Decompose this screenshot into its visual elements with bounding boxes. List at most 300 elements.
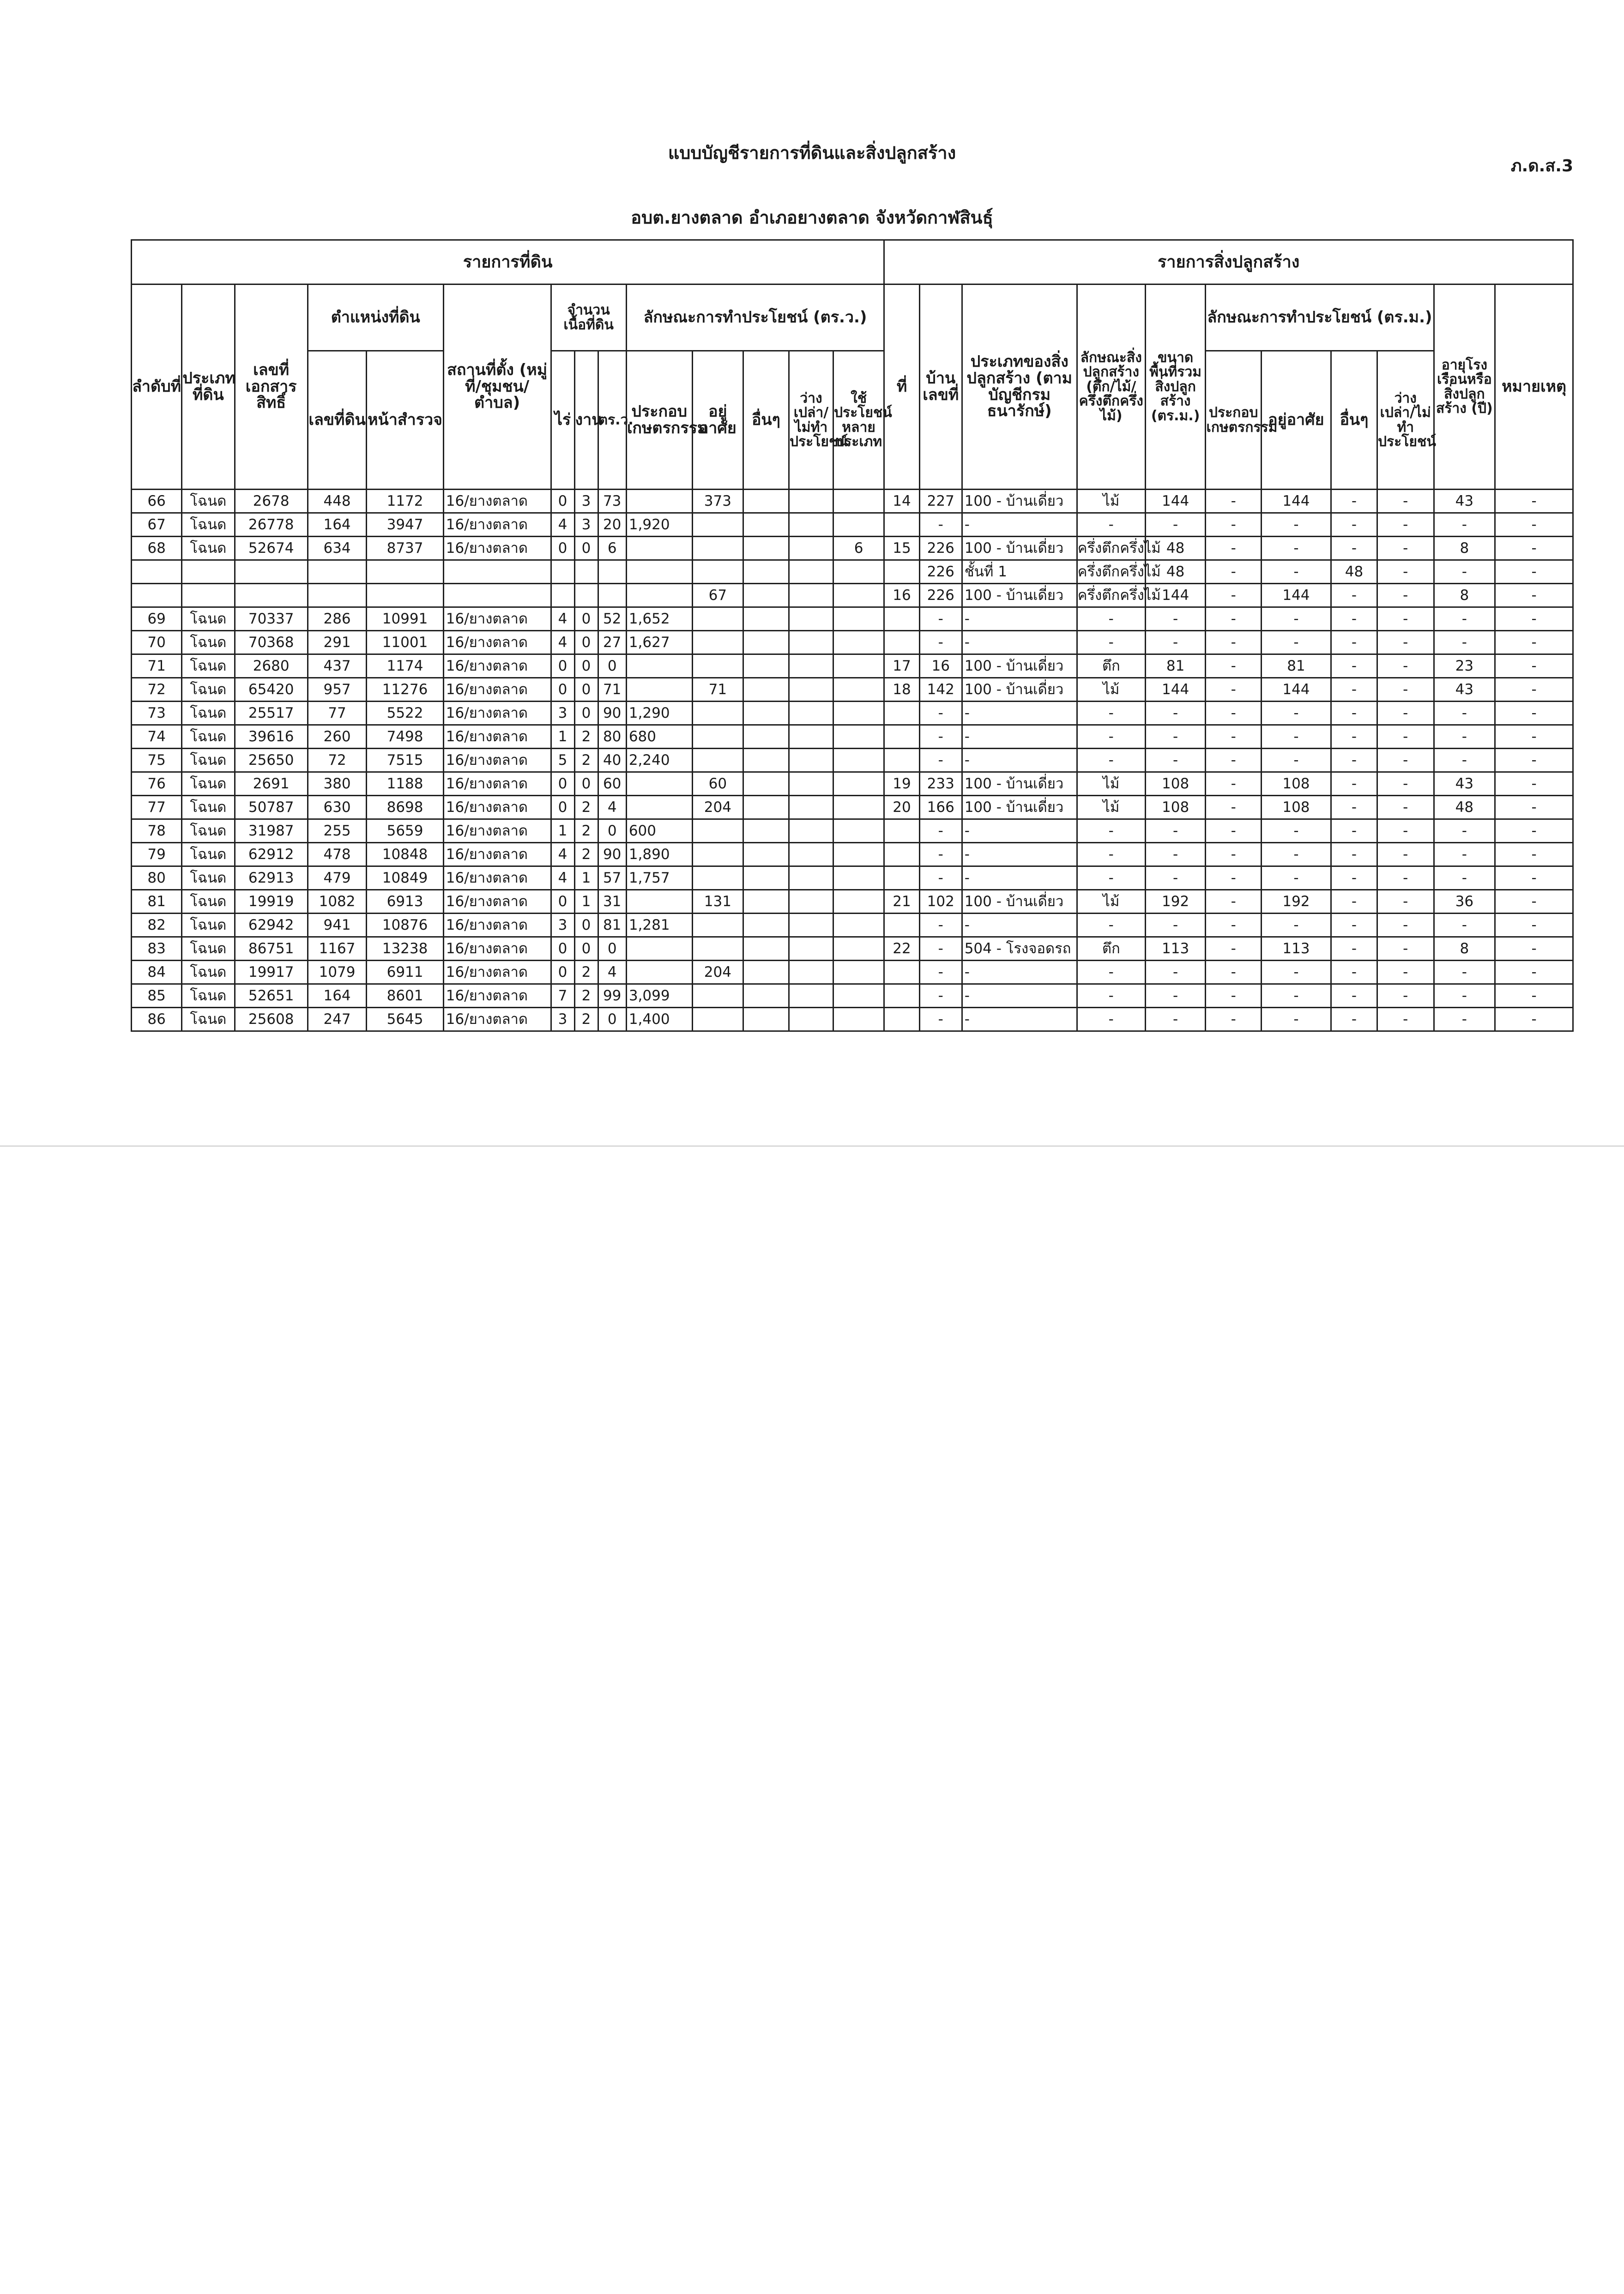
col-building-structure: ลักษณะสิ่งปลูกสร้าง (ตึก/ไม้/ครึ่งตึกครึ่งไม้) — [1077, 284, 1145, 490]
cell-b-use-agri: - — [1206, 513, 1261, 537]
cell-b-use-other: - — [1331, 631, 1377, 654]
cell-survey-page: 8601 — [367, 984, 443, 1008]
cell-use-resid: 204 — [692, 796, 743, 819]
col-remark: หมายเหตุ — [1495, 284, 1573, 490]
group-land-header: รายการที่ดิน — [132, 240, 884, 284]
cell-doc-no: 62913 — [235, 866, 308, 890]
cell-b-age: - — [1434, 984, 1495, 1008]
cell-b-seq — [884, 513, 920, 537]
col-building-age: อายุโรงเรือนหรือสิ่งปลูกสร้าง (ปี) — [1434, 284, 1495, 490]
col-location: สถานที่ตั้ง (หมู่ที่/ชุมชน/ตำบล) — [443, 284, 551, 490]
cell-use-other — [743, 937, 789, 961]
table-row — [132, 654, 1573, 678]
cell-location: 16/ยางตลาด — [443, 749, 551, 772]
cell-rai: 0 — [551, 772, 574, 796]
table-row — [132, 914, 1573, 937]
cell-ngan: 2 — [574, 1008, 598, 1031]
cell-land-type: โฉนด — [182, 702, 235, 725]
cell-location: 16/ยางตลาด — [443, 678, 551, 702]
cell-sq-wa: 0 — [598, 1008, 626, 1031]
cell-rai: 3 — [551, 1008, 574, 1031]
cell-b-use-resid: - — [1261, 866, 1331, 890]
cell-use-agri: 1,652 — [626, 607, 692, 631]
cell-b-structure: - — [1077, 843, 1145, 866]
cell-b-structure: ไม้ — [1077, 772, 1145, 796]
table-row — [132, 866, 1573, 890]
cell-location: 16/ยางตลาด — [443, 537, 551, 560]
cell-ngan: 0 — [574, 537, 598, 560]
cell-house-no: - — [919, 607, 962, 631]
cell-location: 16/ยางตลาด — [443, 654, 551, 678]
cell-seq: 84 — [132, 961, 182, 984]
cell-b-seq: 21 — [884, 890, 920, 914]
cell-rai — [551, 584, 574, 607]
cell-rai: 5 — [551, 749, 574, 772]
cell-b-use-vacant: - — [1377, 654, 1434, 678]
cell-survey-page: 10991 — [367, 607, 443, 631]
cell-doc-no: 50787 — [235, 796, 308, 819]
cell-land-type: โฉนด — [182, 678, 235, 702]
cell-b-seq: 22 — [884, 937, 920, 961]
cell-use-other — [743, 843, 789, 866]
cell-b-use-resid: - — [1261, 914, 1331, 937]
cell-remark: - — [1495, 819, 1573, 843]
cell-doc-no — [235, 584, 308, 607]
cell-use-multi — [833, 654, 884, 678]
cell-use-agri — [626, 772, 692, 796]
cell-doc-no: 2680 — [235, 654, 308, 678]
cell-seq: 86 — [132, 1008, 182, 1031]
cell-b-age: - — [1434, 513, 1495, 537]
cell-b-use-other: - — [1331, 749, 1377, 772]
cell-use-multi — [833, 513, 884, 537]
cell-ngan: 2 — [574, 749, 598, 772]
cell-use-multi — [833, 772, 884, 796]
cell-rai: 4 — [551, 631, 574, 654]
cell-land-type: โฉนด — [182, 914, 235, 937]
cell-survey-page: 5659 — [367, 819, 443, 843]
cell-use-multi — [833, 984, 884, 1008]
cell-use-multi — [833, 584, 884, 607]
col-b-use-vacant: ว่างเปล่า/ไม่ทำประโยชน์ — [1377, 351, 1434, 490]
cell-survey-page: 1188 — [367, 772, 443, 796]
cell-rai: 1 — [551, 819, 574, 843]
cell-use-multi — [833, 490, 884, 513]
cell-use-other — [743, 631, 789, 654]
cell-land-no: 291 — [308, 631, 367, 654]
cell-b-use-vacant: - — [1377, 843, 1434, 866]
cell-b-age: 23 — [1434, 654, 1495, 678]
cell-location: 16/ยางตลาด — [443, 866, 551, 890]
cell-use-agri — [626, 490, 692, 513]
cell-use-agri — [626, 890, 692, 914]
col-ngan: งาน — [574, 351, 598, 490]
cell-doc-no: 86751 — [235, 937, 308, 961]
cell-use-other — [743, 560, 789, 584]
cell-rai: 4 — [551, 866, 574, 890]
cell-b-age: - — [1434, 702, 1495, 725]
cell-b-use-agri: - — [1206, 490, 1261, 513]
col-doc-no: เลขที่เอกสารสิทธิ์ — [235, 284, 308, 490]
cell-location — [443, 584, 551, 607]
cell-sq-wa: 52 — [598, 607, 626, 631]
cell-use-agri — [626, 560, 692, 584]
cell-b-structure: ครึ่งตึกครึ่งไม้ — [1077, 584, 1145, 607]
cell-b-size: - — [1145, 702, 1206, 725]
cell-doc-no: 26778 — [235, 513, 308, 537]
cell-b-use-resid: - — [1261, 631, 1331, 654]
cell-b-use-agri: - — [1206, 725, 1261, 749]
cell-b-use-resid: - — [1261, 607, 1331, 631]
cell-survey-page: 11276 — [367, 678, 443, 702]
cell-b-seq: 19 — [884, 772, 920, 796]
cell-house-no: 233 — [919, 772, 962, 796]
cell-b-use-agri: - — [1206, 607, 1261, 631]
cell-b-size: 81 — [1145, 654, 1206, 678]
cell-b-use-vacant: - — [1377, 631, 1434, 654]
col-land-position: ตำแหน่งที่ดิน — [308, 284, 443, 351]
cell-land-no: 634 — [308, 537, 367, 560]
cell-land-no: 437 — [308, 654, 367, 678]
table-body — [132, 490, 1573, 1031]
cell-survey-page: 8737 — [367, 537, 443, 560]
cell-b-size: - — [1145, 631, 1206, 654]
cell-sq-wa: 80 — [598, 725, 626, 749]
cell-remark: - — [1495, 631, 1573, 654]
cell-b-use-vacant: - — [1377, 725, 1434, 749]
cell-use-resid — [692, 984, 743, 1008]
cell-b-use-resid: - — [1261, 725, 1331, 749]
cell-rai: 0 — [551, 490, 574, 513]
cell-b-age: 8 — [1434, 937, 1495, 961]
cell-remark: - — [1495, 749, 1573, 772]
cell-b-use-vacant: - — [1377, 702, 1434, 725]
cell-survey-page — [367, 584, 443, 607]
cell-use-resid — [692, 819, 743, 843]
cell-b-use-resid: 108 — [1261, 772, 1331, 796]
cell-b-structure: - — [1077, 961, 1145, 984]
cell-b-age: - — [1434, 866, 1495, 890]
cell-b-size: 144 — [1145, 490, 1206, 513]
cell-use-agri: 1,281 — [626, 914, 692, 937]
cell-house-no: - — [919, 914, 962, 937]
cell-b-structure: ครึ่งตึกครึ่งไม้ — [1077, 560, 1145, 584]
col-house-no: บ้านเลขที่ — [919, 284, 962, 490]
cell-sq-wa: 73 — [598, 490, 626, 513]
cell-b-structure: ตึก — [1077, 937, 1145, 961]
document-subtitle: อบต.ยางตลาด อำเภอยางตลาด จังหวัดกาฬสินธุ์ — [631, 207, 993, 228]
cell-land-type: โฉนด — [182, 937, 235, 961]
cell-sq-wa: 27 — [598, 631, 626, 654]
cell-b-use-agri: - — [1206, 961, 1261, 984]
col-use-multi: ใช้ประโยชน์หลายประเภท — [833, 351, 884, 490]
cell-b-type: 100 - บ้านเดี่ยว — [962, 678, 1077, 702]
cell-b-structure: - — [1077, 631, 1145, 654]
cell-survey-page: 6913 — [367, 890, 443, 914]
cell-use-multi — [833, 890, 884, 914]
cell-seq: 67 — [132, 513, 182, 537]
cell-land-type: โฉนด — [182, 607, 235, 631]
cell-use-vacant — [789, 749, 833, 772]
cell-location: 16/ยางตลาด — [443, 702, 551, 725]
cell-use-multi — [833, 607, 884, 631]
cell-use-resid: 71 — [692, 678, 743, 702]
table-row — [132, 702, 1573, 725]
cell-use-vacant — [789, 631, 833, 654]
cell-b-use-resid: - — [1261, 961, 1331, 984]
cell-use-other — [743, 984, 789, 1008]
cell-seq — [132, 584, 182, 607]
col-use-other: อื่นๆ — [743, 351, 789, 490]
cell-b-use-agri: - — [1206, 749, 1261, 772]
cell-b-size: - — [1145, 819, 1206, 843]
cell-doc-no: 39616 — [235, 725, 308, 749]
cell-b-use-resid: - — [1261, 537, 1331, 560]
cell-remark: - — [1495, 984, 1573, 1008]
cell-use-other — [743, 772, 789, 796]
cell-b-use-agri: - — [1206, 654, 1261, 678]
cell-b-type: - — [962, 819, 1077, 843]
cell-use-resid: 67 — [692, 584, 743, 607]
table-row — [132, 631, 1573, 654]
cell-use-multi — [833, 843, 884, 866]
cell-b-structure: ไม้ — [1077, 678, 1145, 702]
table-row — [132, 796, 1573, 819]
cell-sq-wa: 20 — [598, 513, 626, 537]
cell-b-use-other: - — [1331, 819, 1377, 843]
cell-b-use-resid: - — [1261, 1008, 1331, 1031]
cell-b-type: 504 - โรงจอดรถ — [962, 937, 1077, 961]
cell-use-vacant — [789, 937, 833, 961]
cell-use-vacant — [789, 772, 833, 796]
cell-land-type — [182, 584, 235, 607]
cell-land-no: 286 — [308, 607, 367, 631]
cell-use-agri — [626, 537, 692, 560]
cell-use-other — [743, 584, 789, 607]
cell-use-other — [743, 914, 789, 937]
cell-location: 16/ยางตลาด — [443, 914, 551, 937]
document-title: แบบบัญชีรายการที่ดินและสิ่งปลูกสร้าง — [668, 143, 956, 163]
cell-b-structure: - — [1077, 513, 1145, 537]
cell-use-other — [743, 607, 789, 631]
cell-seq: 79 — [132, 843, 182, 866]
cell-b-use-resid: 144 — [1261, 678, 1331, 702]
col-b-use-resid: อยู่อาศัย — [1261, 351, 1331, 490]
cell-ngan: 0 — [574, 937, 598, 961]
cell-house-no: 166 — [919, 796, 962, 819]
cell-use-other — [743, 725, 789, 749]
col-building-seq: ที่ — [884, 284, 920, 490]
cell-use-other — [743, 961, 789, 984]
cell-seq: 74 — [132, 725, 182, 749]
cell-ngan — [574, 560, 598, 584]
cell-land-no: 1079 — [308, 961, 367, 984]
cell-use-vacant — [789, 654, 833, 678]
cell-house-no: - — [919, 725, 962, 749]
cell-use-multi — [833, 914, 884, 937]
cell-remark: - — [1495, 678, 1573, 702]
cell-house-no: - — [919, 749, 962, 772]
cell-remark: - — [1495, 607, 1573, 631]
cell-b-type: - — [962, 984, 1077, 1008]
cell-sq-wa: 0 — [598, 937, 626, 961]
cell-land-type: โฉนด — [182, 866, 235, 890]
cell-use-resid — [692, 937, 743, 961]
cell-house-no: 226 — [919, 560, 962, 584]
group-building-header: รายการสิ่งปลูกสร้าง — [884, 240, 1573, 284]
cell-use-vacant — [789, 796, 833, 819]
cell-b-use-agri: - — [1206, 890, 1261, 914]
cell-b-age: - — [1434, 843, 1495, 866]
cell-land-type: โฉนด — [182, 819, 235, 843]
cell-b-age: 8 — [1434, 584, 1495, 607]
cell-b-structure: ไม้ — [1077, 490, 1145, 513]
cell-location: 16/ยางตลาด — [443, 796, 551, 819]
cell-doc-no: 52674 — [235, 537, 308, 560]
table-row — [132, 725, 1573, 749]
cell-b-type: - — [962, 1008, 1077, 1031]
cell-use-agri: 1,890 — [626, 843, 692, 866]
table-row — [132, 513, 1573, 537]
cell-remark: - — [1495, 490, 1573, 513]
col-use-agri: ประกอบเกษตรกรรม — [626, 351, 692, 490]
cell-b-size: - — [1145, 725, 1206, 749]
cell-land-no: 941 — [308, 914, 367, 937]
cell-ngan: 2 — [574, 843, 598, 866]
cell-use-agri: 600 — [626, 819, 692, 843]
cell-b-use-vacant: - — [1377, 749, 1434, 772]
cell-b-use-other: - — [1331, 961, 1377, 984]
cell-use-vacant — [789, 584, 833, 607]
cell-b-age: - — [1434, 914, 1495, 937]
cell-land-type: โฉนด — [182, 490, 235, 513]
cell-ngan: 1 — [574, 866, 598, 890]
cell-house-no: - — [919, 702, 962, 725]
cell-b-use-vacant: - — [1377, 537, 1434, 560]
cell-b-use-resid: - — [1261, 560, 1331, 584]
col-sq-wa: ตร.ว. — [598, 351, 626, 490]
cell-seq: 71 — [132, 654, 182, 678]
cell-use-vacant — [789, 678, 833, 702]
cell-land-type: โฉนด — [182, 890, 235, 914]
scan-edge-line — [0, 1145, 1624, 1147]
cell-use-other — [743, 654, 789, 678]
cell-location: 16/ยางตลาด — [443, 1008, 551, 1031]
table-row — [132, 560, 1573, 584]
cell-sq-wa: 31 — [598, 890, 626, 914]
cell-use-resid — [692, 560, 743, 584]
cell-survey-page: 1174 — [367, 654, 443, 678]
cell-b-type: - — [962, 631, 1077, 654]
cell-land-no: 630 — [308, 796, 367, 819]
cell-b-age: - — [1434, 631, 1495, 654]
cell-use-resid — [692, 725, 743, 749]
cell-location: 16/ยางตลาด — [443, 984, 551, 1008]
cell-land-no: 1082 — [308, 890, 367, 914]
cell-use-vacant — [789, 607, 833, 631]
cell-use-resid — [692, 914, 743, 937]
cell-rai: 3 — [551, 702, 574, 725]
cell-land-no: 478 — [308, 843, 367, 866]
cell-b-type: 100 - บ้านเดี่ยว — [962, 772, 1077, 796]
cell-seq: 82 — [132, 914, 182, 937]
cell-b-seq: 20 — [884, 796, 920, 819]
cell-sq-wa: 0 — [598, 819, 626, 843]
cell-rai: 4 — [551, 843, 574, 866]
cell-house-no: 226 — [919, 584, 962, 607]
cell-land-type: โฉนด — [182, 772, 235, 796]
cell-doc-no: 2691 — [235, 772, 308, 796]
cell-remark: - — [1495, 866, 1573, 890]
cell-sq-wa: 4 — [598, 796, 626, 819]
cell-location: 16/ยางตลาด — [443, 843, 551, 866]
cell-house-no: - — [919, 843, 962, 866]
cell-b-use-agri: - — [1206, 984, 1261, 1008]
cell-survey-page: 11001 — [367, 631, 443, 654]
cell-house-no: 102 — [919, 890, 962, 914]
col-land-type: ประเภทที่ดิน — [182, 284, 235, 490]
cell-b-use-other: - — [1331, 702, 1377, 725]
cell-use-vacant — [789, 866, 833, 890]
cell-b-use-agri: - — [1206, 1008, 1261, 1031]
cell-land-type: โฉนด — [182, 796, 235, 819]
cell-b-seq — [884, 560, 920, 584]
cell-use-multi — [833, 678, 884, 702]
cell-survey-page: 6911 — [367, 961, 443, 984]
cell-b-use-other: - — [1331, 725, 1377, 749]
cell-b-structure: ไม้ — [1077, 796, 1145, 819]
cell-ngan: 0 — [574, 678, 598, 702]
cell-land-no — [308, 584, 367, 607]
cell-b-use-vacant: - — [1377, 678, 1434, 702]
cell-b-use-other: - — [1331, 772, 1377, 796]
cell-house-no: - — [919, 1008, 962, 1031]
cell-survey-page: 10876 — [367, 914, 443, 937]
cell-use-vacant — [789, 1008, 833, 1031]
cell-b-use-vacant: - — [1377, 772, 1434, 796]
cell-b-structure: - — [1077, 725, 1145, 749]
cell-b-use-resid: 108 — [1261, 796, 1331, 819]
cell-b-type: - — [962, 702, 1077, 725]
col-area: จำนวนเนื้อที่ดิน — [551, 284, 626, 351]
cell-b-seq — [884, 819, 920, 843]
cell-remark: - — [1495, 843, 1573, 866]
cell-remark: - — [1495, 937, 1573, 961]
cell-survey-page: 7498 — [367, 725, 443, 749]
cell-use-agri — [626, 584, 692, 607]
cell-b-use-resid: 113 — [1261, 937, 1331, 961]
cell-location: 16/ยางตลาด — [443, 961, 551, 984]
cell-use-multi — [833, 937, 884, 961]
cell-use-agri: 1,920 — [626, 513, 692, 537]
cell-b-use-agri: - — [1206, 631, 1261, 654]
cell-land-type: โฉนด — [182, 961, 235, 984]
cell-b-use-other: - — [1331, 678, 1377, 702]
cell-land-no: 1167 — [308, 937, 367, 961]
cell-b-size: 108 — [1145, 772, 1206, 796]
cell-use-resid — [692, 537, 743, 560]
cell-rai: 0 — [551, 890, 574, 914]
cell-use-resid — [692, 631, 743, 654]
cell-b-size: - — [1145, 513, 1206, 537]
cell-rai: 4 — [551, 513, 574, 537]
cell-b-use-resid: - — [1261, 819, 1331, 843]
cell-b-use-vacant: - — [1377, 866, 1434, 890]
cell-b-seq — [884, 843, 920, 866]
cell-location: 16/ยางตลาด — [443, 513, 551, 537]
cell-survey-page: 5522 — [367, 702, 443, 725]
cell-rai: 0 — [551, 678, 574, 702]
